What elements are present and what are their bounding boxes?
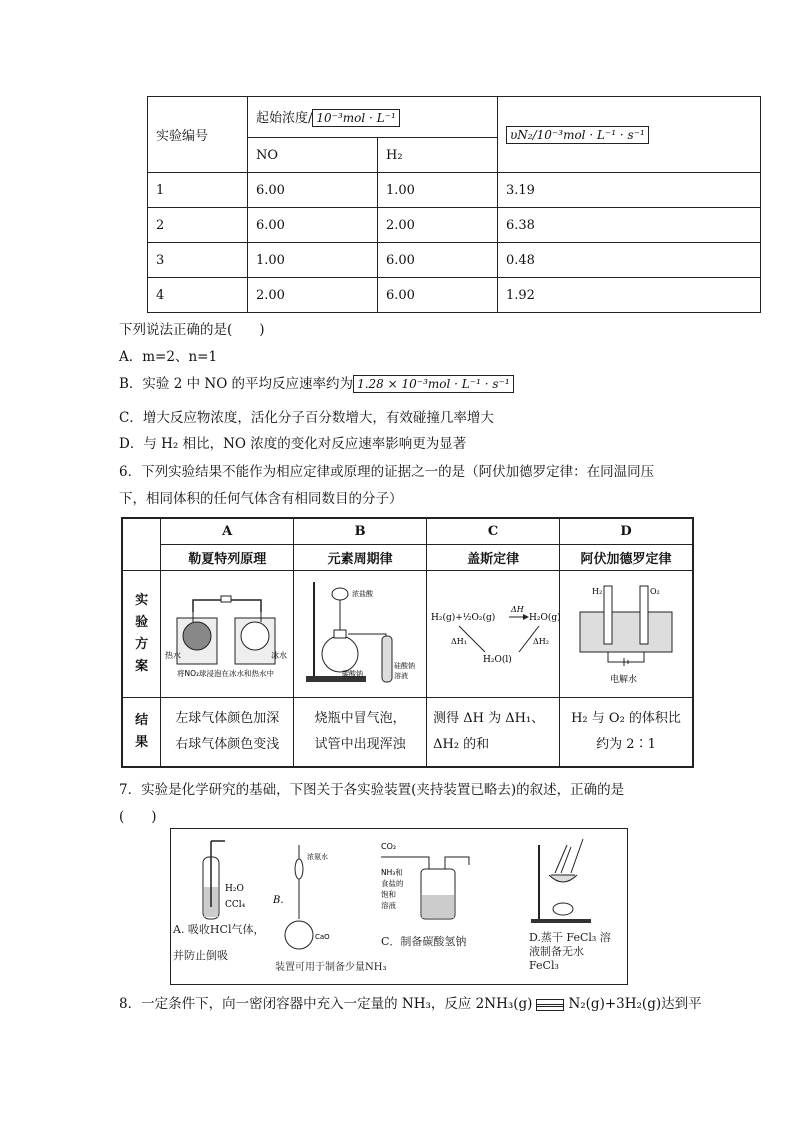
svg-text:CCl₄: CCl₄ [225, 900, 246, 910]
svg-text:O₂: O₂ [650, 586, 660, 596]
equilibrium-arrow-icon [536, 999, 564, 1011]
q6-stem-line2: 下，相同体积的任何气体含有相同数目的分子） [119, 491, 403, 507]
col-header-conc: 起始浓度/ 10⁻³mol · L⁻¹ [248, 97, 498, 138]
row-label-plan: 实验方案 [122, 570, 161, 697]
principle-b: 元素周期律 [294, 544, 427, 570]
q5-stem: 下列说法正确的是( ) [119, 322, 265, 338]
svg-text:电解水: 电解水 [610, 674, 638, 685]
apparatus-a-tube [185, 837, 255, 927]
table-row: 3 1.00 6.00 0.48 [148, 243, 761, 278]
q5-option-b: B．实验 2 中 NO 的平均反应速率约为 1.28 × 10⁻³mol · L⁻¹ · s⁻¹ [119, 372, 514, 393]
q7-paren: ( ) [119, 809, 157, 825]
principle-a: 勒夏特列原理 [161, 544, 294, 570]
q8-stem: 8．一定条件下，向一密闭容器中充入一定量的 NH₃，反应 2NH₃(g) N₂(g)+3H₂(g)达到平 [119, 996, 702, 1012]
q5-option-d: D．与 H₂ 相比，NO 浓度的变化对反应速率影响更为显著 [119, 436, 467, 452]
q7-caption-b: 装置可用于制备少量NH₃ [275, 962, 387, 973]
svg-text:浓盐酸: 浓盐酸 [352, 589, 374, 598]
result-b: 烧瓶中冒气泡， 试管中出现浑浊 [294, 697, 427, 767]
q7-caption-a2: 并防止倒吸 [173, 949, 228, 962]
svg-text:溶液: 溶液 [394, 671, 409, 680]
sub-header-h2: H₂ [378, 138, 498, 173]
q7-stem: 7．实验是化学研究的基础，下图关于各实验装置(夹持装置已略去)的叙述，正确的是 [119, 782, 625, 798]
apparatus-a-image [161, 570, 294, 697]
table-row: 4 2.00 6.00 1.92 [148, 278, 761, 313]
col-letter-d: D [560, 518, 693, 544]
svg-text:浓氨水: 浓氨水 [307, 853, 328, 861]
rate-unit-box: υN₂/10⁻³mol · L⁻¹ · s⁻¹ [506, 126, 649, 144]
principle-d: 阿伏加德罗定律 [560, 544, 693, 570]
col-letter-c: C [427, 518, 560, 544]
svg-text:碳酸钠: 碳酸钠 [342, 669, 364, 678]
sub-header-no: NO [248, 138, 378, 173]
conc-unit-box: 10⁻³mol · L⁻¹ [312, 109, 399, 127]
svg-text:溶液: 溶液 [381, 901, 396, 910]
q6-stem-line1: 6．下列实验结果不能作为相应定律或原理的证据之一的是（阿伏加德罗定律：在同温同压 [119, 464, 655, 480]
svg-text:硅酸钠: 硅酸钠 [394, 661, 416, 670]
rate-value-box: 1.28 × 10⁻³mol · L⁻¹ · s⁻¹ [353, 375, 514, 393]
svg-text:CaO: CaO [315, 933, 330, 941]
rate-table [147, 96, 761, 313]
svg-text:冰水: 冰水 [271, 650, 288, 660]
apparatus-c-image [427, 570, 560, 697]
col-letter-b: B [294, 518, 427, 544]
principle-c: 盖斯定律 [427, 544, 560, 570]
table-row: 1 6.00 1.00 3.19 [148, 173, 761, 208]
table-row: 2 6.00 2.00 6.38 [148, 208, 761, 243]
svg-text:ΔH: ΔH [511, 604, 524, 614]
apparatus-c-bottle [377, 839, 487, 929]
svg-text:NH₃和: NH₃和 [381, 868, 403, 877]
q7-caption-d3: FeCl₃ [529, 959, 559, 972]
q7-caption-c: C．制备碳酸氢钠 [381, 935, 467, 948]
q5-option-a: A．m=2、n=1 [119, 349, 218, 365]
result-d: H₂ 与 O₂ 的体积比 约为 2∶1 [560, 697, 693, 767]
svg-text:H₂O: H₂O [225, 884, 244, 894]
result-c: 测得 ΔH 为 ΔH₁、 ΔH₂ 的和 [427, 697, 560, 767]
q5-option-c: C．增大反应物浓度，活化分子百分数增大，有效碰撞几率增大 [119, 410, 494, 426]
svg-text:将NO₂球浸泡在冰水和热水中: 将NO₂球浸泡在冰水和热水中 [177, 668, 275, 678]
apparatus-b-flask [271, 839, 351, 959]
svg-text:H₂O(l): H₂O(l) [483, 654, 512, 665]
row-label-result: 结果 [122, 697, 161, 767]
svg-text:B.: B. [273, 895, 284, 906]
svg-text:饱和: 饱和 [381, 890, 396, 899]
svg-text:H₂: H₂ [592, 586, 603, 596]
apparatus-d-dish [527, 835, 617, 925]
svg-text:H₂(g)+½O₂(g): H₂(g)+½O₂(g) [431, 612, 496, 623]
svg-text:ΔH₂: ΔH₂ [533, 636, 550, 646]
result-a: 左球气体颜色加深 右球气体颜色变浅 [161, 697, 294, 767]
q7-caption-d2: 液制备无水 [529, 945, 584, 958]
col-header-id: 实验编号 [148, 97, 248, 173]
q7-figure [170, 828, 628, 985]
col-letter-a: A [161, 518, 294, 544]
q6-table [121, 517, 694, 768]
q7-caption-d1: D.蒸干 FeCl₃ 溶 [529, 931, 611, 944]
svg-text:热水: 热水 [165, 650, 182, 660]
svg-text:ΔH₁: ΔH₁ [451, 636, 468, 646]
col-header-rate [498, 97, 761, 173]
svg-text:H₂O(g): H₂O(g) [529, 612, 561, 623]
apparatus-d-image [560, 570, 693, 697]
q7-caption-a1: A. 吸收HCl气体， [173, 923, 265, 936]
svg-text:食盐的: 食盐的 [381, 879, 404, 888]
apparatus-b-image [294, 570, 427, 697]
svg-text:CO₂: CO₂ [381, 842, 397, 851]
